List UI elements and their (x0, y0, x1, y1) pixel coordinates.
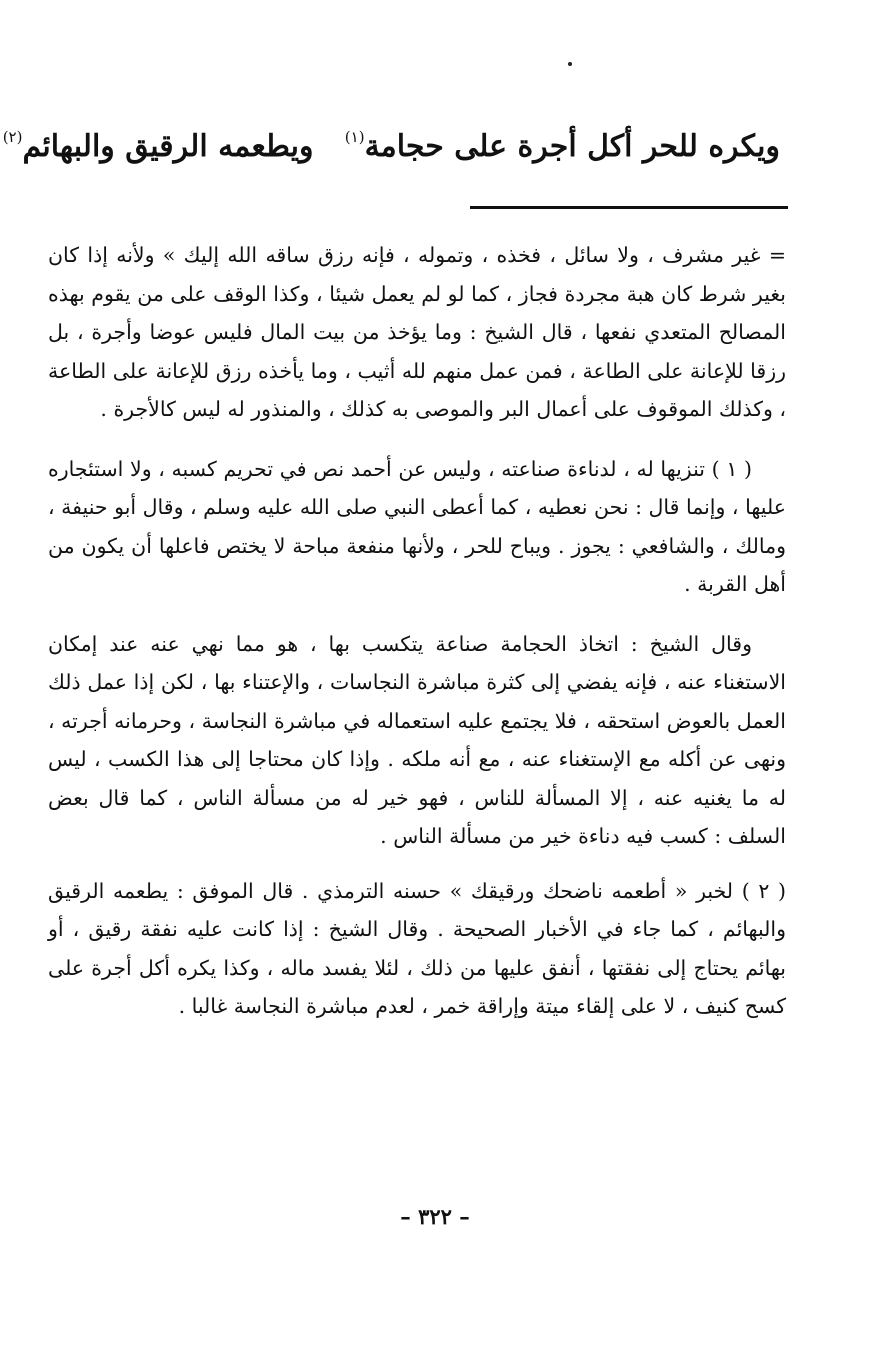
footnote-1: ( ١ ) تنزيها له ، لدناءة صناعته ، وليس عن أحمد نص في تحريم كسبه ، ولا استئجاره عليها ، وإنما قال : نحن نعطيه ، كما أعطى النبي صلى الله عليه وسلم ، وقال أبو حنيفة ، ومالك ، والشافعي : يجوز . ويباح للحر ، ولأنها منفعة مباحة لا يختص فاعلها أن يكون من أهل القربة . (48, 456, 786, 596)
footnote-continuation: = غير مشرف ، ولا سائل ، فخذه ، وتموله ، فإنه رزق ساقه الله إليك » ولأنه إذا كان بغير شرط كان هبة مجردة فجاز ، كما لو لم يعمل شيئا ، وكذا الوقف على من يقوم بهذه المصالح المتعدي نفعها ، قال الشيخ : وما يؤخذ من بيت المال فليس عوضا وأجرة ، بل رزقا للإعانة على الطاعة ، فمن عمل منهم لله أثيب ، وما يأخذه رزق للإعانة على الطاعة ، وكذلك الموقوف على أعمال البر والموصى به كذلك ، والمنذور له ليس كالأجرة . (48, 243, 786, 421)
footnote-2: ( ٢ ) لخبر « أطعمه ناضحك ورقيقك » حسنه الترمذي . قال الموفق : يطعمه الرقيق والبهائم ، كما جاء في الأخبار الصحيحة . وقال الشيخ : إذا كانت عليه نفقة رقيق ، أو بهائم يحتاج إلى نفقتها ، أنفق عليها من ذلك ، لئلا يفسد ماله ، وكذا يكره أكل أجرة على كسح كنيف ، لا على إلقاء ميتة وإراقة خمر ، لعدم مباشرة النجاسة غالبا . (48, 878, 786, 1018)
footnote-separator (470, 206, 788, 209)
footnotes (48, 236, 786, 1026)
main-text-part-1: ويكره للحر أكل أجرة على حجامة (364, 129, 780, 164)
page-number: – ٣٢٢ – (400, 1204, 470, 1229)
main-text-part-2: ويطعمه الرقيق والبهائم (22, 129, 314, 164)
ink-dot (568, 62, 572, 66)
footnote-ref-1: (١) (344, 128, 365, 146)
main-text-line (2, 112, 780, 172)
footnote-ref-2: (٢) (2, 128, 23, 146)
footnote-1-commentary: وقال الشيخ : اتخاذ الحجامة صناعة يتكسب بها ، هو مما نهي عنه عند إمكان الاستغناء عنه ، فإنه يفضي إلى كثرة مباشرة النجاسات ، والإعتناء بها ، لكن إذا عمل ذلك العمل بالعوض استحقه ، فلا يجتمع عليه استعماله في مباشرة النجاسة ، وحرمانه أجرته ، ونهى عن أكله مع الإستغناء عنه ، مع أنه ملكه . وإذا كان محتاجا إلى هذا الكسب ، ليس له ما يغنيه عنه ، إلا المسألة للناس ، فهو خير له من مسألة الناس ، كما قال بعض السلف : كسب فيه دناءة خير من مسألة الناس . (48, 631, 786, 848)
